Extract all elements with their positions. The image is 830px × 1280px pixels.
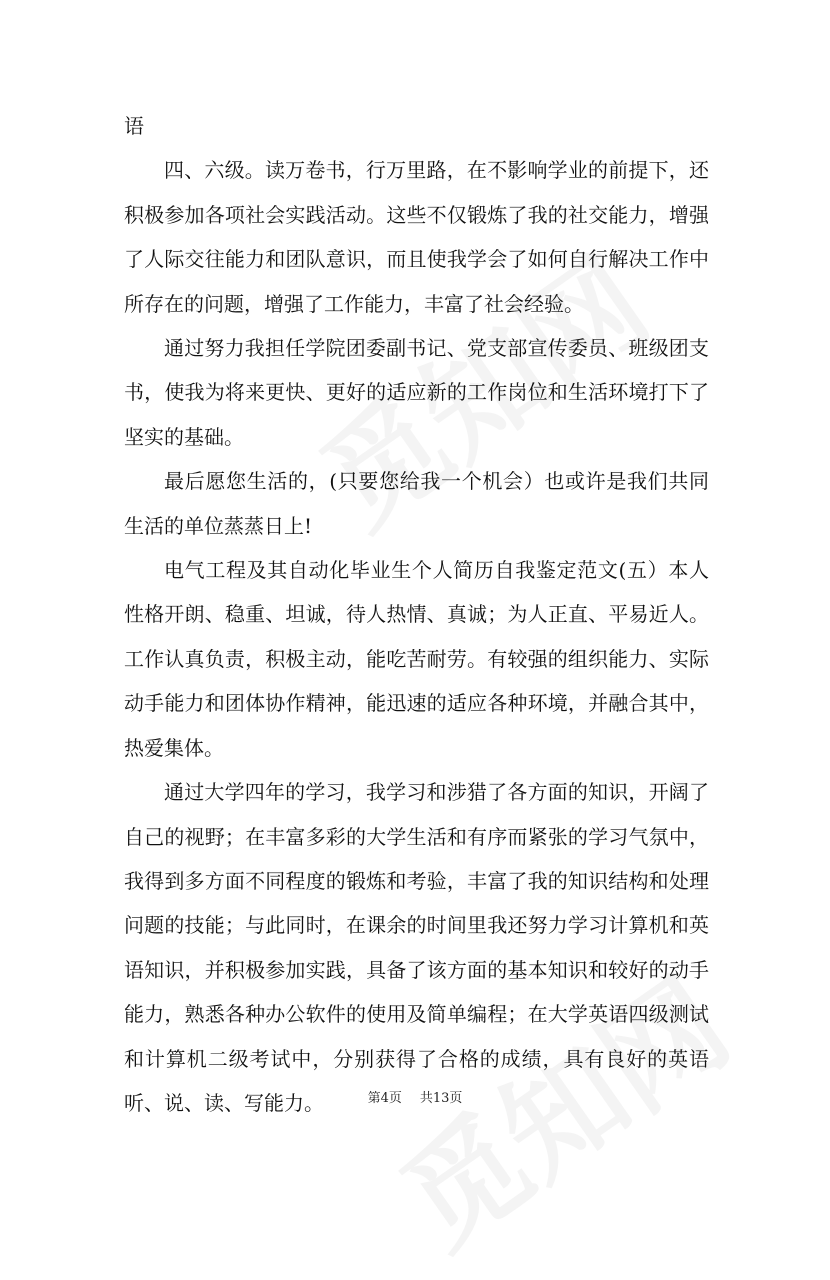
page-footer	[0, 1087, 830, 1106]
paragraph: 通过努力我担任学院团委副书记、党支部宣传委员、班级团支书，使我为将来更快、更好的适应新的工作岗位和生活环境打下了坚实的基础。	[124, 336, 709, 449]
paragraph: 电气工程及其自动化毕业生个人简历自我鉴定范文(五）本人性格开朗、稳重、坦诚，待人热情、真诚；为人正直、平易近人。工作认真负责，积极主动，能吃苦耐劳。有较强的组织能力、实际动手能力和团体协作精神，能迅速的适应各种环境，并融合其中，热爱集体。	[124, 558, 709, 760]
paragraph: 语	[124, 114, 144, 138]
paragraph: 通过大学四年的学习，我学习和涉猎了各方面的知识，开阔了自己的视野；在丰富多彩的大学生活和有序而紧张的学习气氛中，我得到多方面不同程度的锻炼和考验，丰富了我的知识结构和处理问题的技能；与此同时，在课余的时间里我还努力学习计算机和英语知识，并积极参加实践，具备了该方面的基本知识和较好的动手能力，熟悉各种办公软件的使用及简单编程；在大学英语四级测试和计算机二级考试中，分别获得了合格的成绩，具有良好的英语听、说、读、写能力。	[124, 780, 709, 1115]
page-number: 第4页	[367, 1091, 402, 1106]
document-body	[124, 104, 709, 1125]
paragraph: 四、六级。读万卷书，行万里路，在不影响学业的前提下，还积极参加各项社会实践活动。这些不仅锻炼了我的社交能力，增强了人际交往能力和团队意识，而且使我学会了如何自行解决工作中所存在的问题，增强了工作能力，丰富了社会经验。	[124, 158, 709, 316]
paragraph: 最后愿您生活的，(只要您给我一个机会）也或许是我们共同生活的单位蒸蒸日上!	[124, 469, 709, 538]
page-total: 共13页	[419, 1091, 463, 1106]
